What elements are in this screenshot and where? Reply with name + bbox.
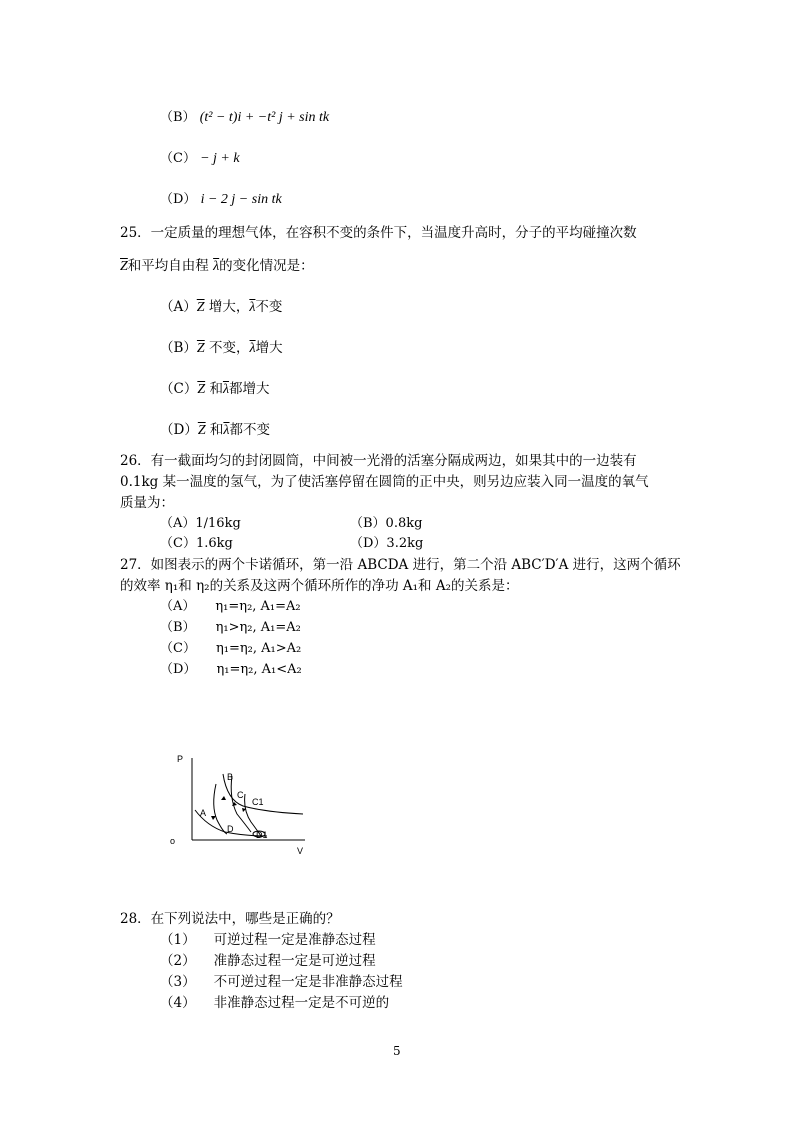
label-d: D (227, 824, 234, 834)
label-a: A (200, 808, 207, 818)
q27-option-d: （D） η₁=η₂, A₁<A₂ (160, 662, 302, 677)
q27-option-c: （C） η₁=η₂, A₁>A₂ (160, 641, 302, 656)
q25-stem-line1: 25．一定质量的理想气体，在容积不变的条件下，当温度升高时，分子的平均碰撞次数 (120, 225, 637, 241)
q25-lambda-symbol: $\overline{\lambda}$ (213, 259, 220, 274)
adiabat-ad (214, 784, 227, 834)
arrow-1 (221, 796, 226, 800)
q27-option-a: （A） η₁=η₂, A₁=A₂ (160, 599, 301, 614)
q24-option-b-label: （B） (160, 110, 196, 125)
label-b: B (227, 772, 234, 782)
q24-option-c-expr: − j + k (200, 151, 240, 166)
q26-option-c: （C）1.6kg (160, 536, 233, 551)
label-c: C (237, 790, 244, 800)
q24-option-c-label: （C） (160, 151, 196, 166)
q25-option-b: $(B)\overline{Z}$ 不变，$\overline{\lambda}$增大 (160, 340, 283, 356)
label-p: P (177, 754, 184, 764)
q28-stem: 28．在下列说法中，哪些是正确的？ (120, 911, 340, 927)
q26-option-a: （A）1/16kg (160, 516, 241, 531)
q24-option-b-expr: (t² − t)i + −t² j + sin tk (199, 110, 330, 125)
q26-stem-line2: 0.1kg 某一温度的氢气，为了使活塞停留在圆筒的正中央，则另边应装入同一温度的氧气 (120, 474, 649, 490)
pv-diagram (165, 748, 315, 858)
q27-stem-line1: 27．如图表示的两个卡诺循环，第一沿 ABCDA 进行，第二个沿 ABC′D′A 进行，这两个循环 (120, 557, 681, 573)
q26-stem-line3: 质量为： (120, 495, 174, 511)
q28-item-2: （2） 准静态过程一定是可逆过程 (160, 953, 376, 969)
q24-option-d-expr: i − 2 j − sin tk (200, 192, 282, 207)
q25-stem-line2: $\overline{Z}$和平均自由程 $\overline{\lambda}$的变化情况是： (120, 258, 314, 274)
q26-option-b: （B）0.8kg (350, 516, 423, 531)
q25-option-a: $(A)\overline{Z}$ 增大，$\overline{\lambda}$不变 (160, 299, 283, 315)
q25-z-symbol: $\overline{Z}$ (120, 259, 128, 274)
q27-stem-line2: 的效率 η₁和 η₂的关系及这两个循环所作的净功 A₁和 A₂的关系是： (120, 578, 519, 594)
q24-option-c (160, 151, 240, 167)
label-o: o (170, 836, 176, 846)
page-number: 5 (393, 1044, 401, 1058)
q25-option-d: $(D)\overline{Z}$ 和$\overline{\lambda}$都不变 (160, 422, 270, 438)
q24-option-b (160, 110, 329, 126)
q28-item-4: （4） 非准静态过程一定是不可逆的 (160, 995, 390, 1011)
q27-option-b: （B） η₁>η₂, A₁=A₂ (160, 620, 301, 635)
label-d1: D1 (256, 830, 268, 840)
q26-option-d: （D）3.2kg (350, 536, 424, 551)
q28-item-1: （1） 可逆过程一定是准静态过程 (160, 932, 376, 948)
q25-option-c: $(C)\overline{Z}$ 和$\overline{\lambda}$都增大 (160, 381, 270, 397)
label-c1: C1 (252, 797, 264, 807)
label-v: V (297, 846, 304, 856)
q26-stem-line1: 26．有一截面均匀的封闭圆筒，中间被一光滑的活塞分隔成两边，如果其中的一边装有 (120, 453, 637, 469)
q28-item-3: （3） 不可逆过程一定是非准静态过程 (160, 974, 403, 990)
q24-option-d (160, 192, 282, 208)
q24-option-d-label: （D） (160, 192, 197, 207)
isotherm-high (223, 774, 303, 814)
arrow-4 (211, 816, 216, 820)
